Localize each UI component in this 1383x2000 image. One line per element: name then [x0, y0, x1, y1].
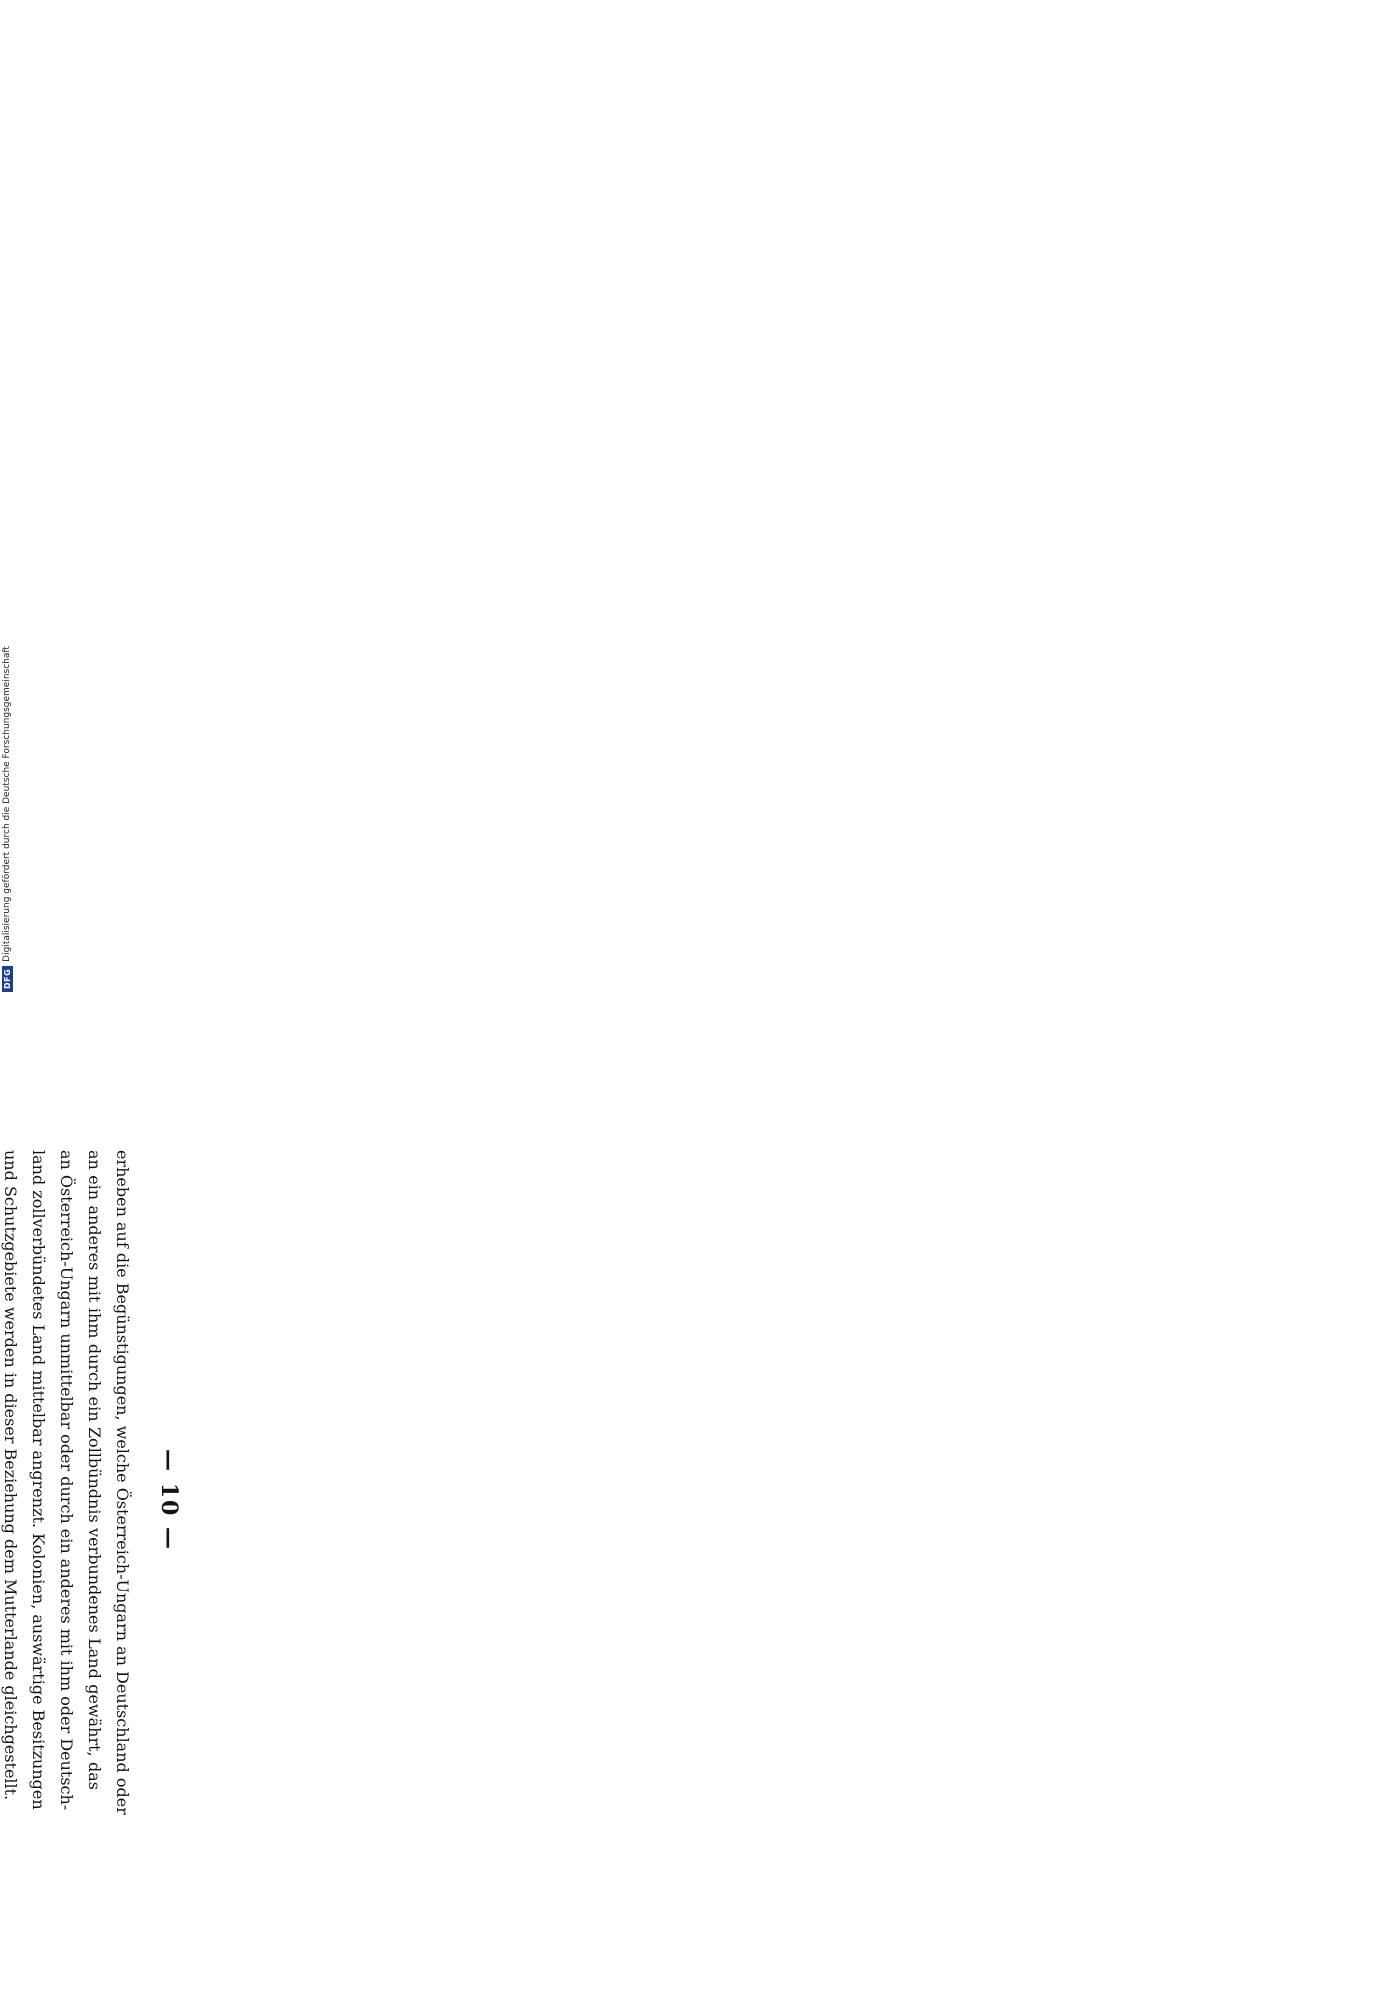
scanned-page: [0, 1000, 190, 2000]
text-line: land zollverbündetes Land mittelbar angrenzt. Kolonien, auswärtige Besitzungen: [29, 1150, 48, 1810]
dfg-logo: DFG: [2, 966, 13, 992]
text-line: an ein anderes mit ihm durch ein Zollbündnis verbundenes Land gewährt, das: [85, 1150, 104, 1790]
page-header: — 10 —: [156, 1449, 182, 1551]
text-line: und Schutzgebiete werden in dieser Beziehung dem Mutterlande gleichgestellt.: [1, 1150, 20, 1801]
watermark: [0, 0, 14, 1000]
text-line: erheben auf die Begünstigungen, welche Österreich-Ungarn an Deutschland oder: [113, 1150, 132, 1815]
watermark-text: Digitalisierung gefördert durch die Deutsche Forschungsgemeinschaft: [2, 646, 12, 962]
text-line: an Österreich-Ungarn unmittelbar oder durch ein anderes mit ihm oder Deutsch-: [57, 1150, 76, 1811]
